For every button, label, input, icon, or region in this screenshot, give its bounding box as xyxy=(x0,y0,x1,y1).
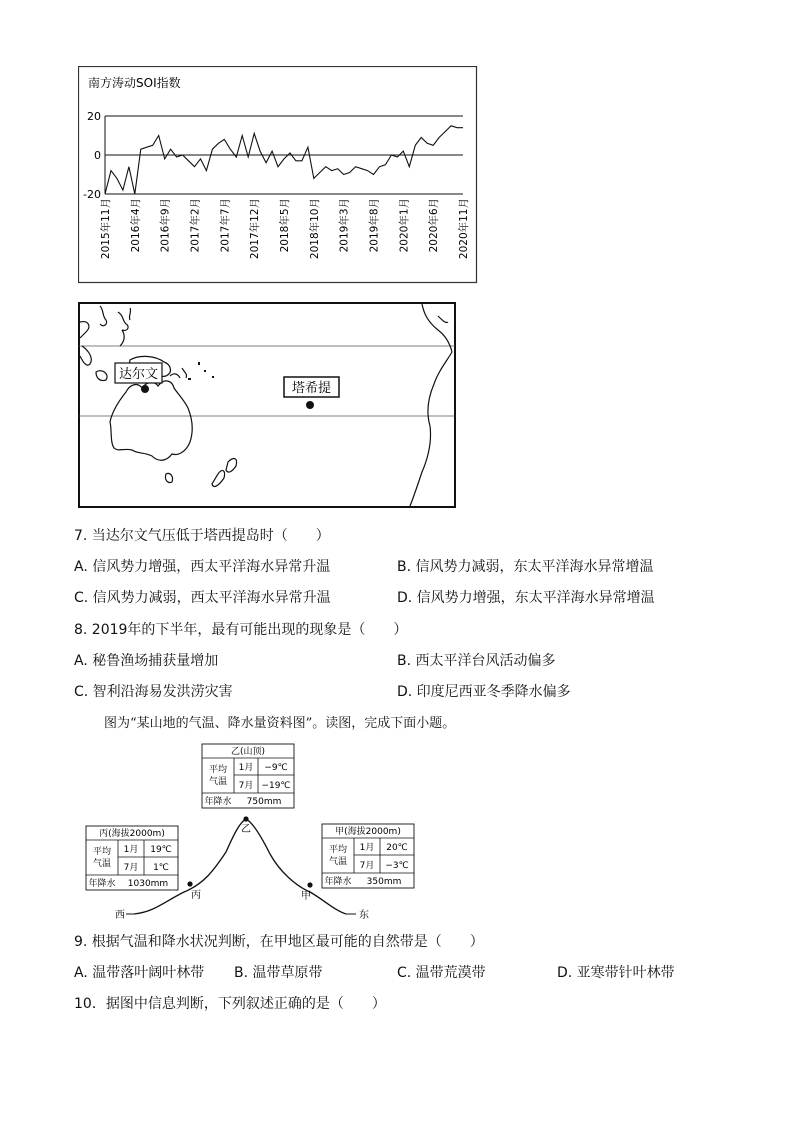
west-title: 丙(海拔2000m) xyxy=(99,829,165,839)
question-8-option-c[interactable]: C. 智利沿海易发洪涝灾害 xyxy=(74,684,233,700)
x-tick-label: 2019年8月 xyxy=(368,198,381,253)
y-tick-label: 20 xyxy=(87,110,101,123)
west-month-1: 1月 xyxy=(123,845,139,855)
direction-west: 西 xyxy=(115,910,125,920)
x-tick-label: 2016年9月 xyxy=(159,198,172,253)
chart-title: 南方涛动SOI指数 xyxy=(88,76,181,90)
question-7-option-d[interactable]: D. 信风势力增强，东太平洋海水异常增温 xyxy=(397,590,655,606)
mountain-diagram xyxy=(84,742,424,920)
question-8-option-a[interactable]: A. 秘鲁渔场捕获量增加 xyxy=(74,653,219,669)
peak-month-2: 7月 xyxy=(238,781,254,791)
x-tick-label: 2017年7月 xyxy=(219,198,232,253)
east-value-2: −3℃ xyxy=(385,861,409,871)
east-month-2: 7月 xyxy=(359,861,375,871)
question-9-option-a[interactable]: A. 温带落叶阔叶林带 xyxy=(74,965,205,981)
x-tick-label: 2017年12月 xyxy=(249,198,262,260)
question-7-stem: 7. 当达尔文气压低于塔西提岛时（ ） xyxy=(74,528,330,544)
x-tick-label: 2018年10月 xyxy=(308,198,321,260)
peak-temp-label-2: 气温 xyxy=(208,777,228,787)
x-tick-label: 2016年4月 xyxy=(129,198,142,253)
west-precip: 1030mm xyxy=(127,879,169,889)
soi-chart xyxy=(78,66,478,284)
y-tick-label: -20 xyxy=(83,188,101,201)
west-precip-label: 年降水 xyxy=(88,879,116,889)
question-8-option-d[interactable]: D. 印度尼西亚冬季降水偏多 xyxy=(397,684,571,700)
east-temp-label-1: 平均 xyxy=(328,845,348,855)
x-tick-label: 2019年3月 xyxy=(338,198,351,253)
x-tick-label: 2020年6月 xyxy=(428,198,441,253)
question-7-option-a[interactable]: A. 信风势力增强，西太平洋海水异常升温 xyxy=(74,559,331,575)
west-value-1: 19℃ xyxy=(150,845,172,855)
x-tick-label: 2020年1月 xyxy=(398,198,411,253)
direction-east: 东 xyxy=(359,910,369,920)
x-tick-label: 2020年11月 xyxy=(458,198,470,260)
question-8-option-b[interactable]: B. 西太平洋台风活动偏多 xyxy=(397,653,556,669)
west-temp-label-2: 气温 xyxy=(92,859,112,869)
question-9-option-d[interactable]: D. 亚寒带针叶林带 xyxy=(557,965,675,981)
peak-value-2: −19℃ xyxy=(261,781,291,791)
tahiti-point xyxy=(306,401,314,409)
peak-temp-label-1: 平均 xyxy=(208,765,228,775)
west-point xyxy=(187,881,192,886)
question-9-option-c[interactable]: C. 温带荒漠带 xyxy=(397,965,486,981)
question-8-stem: 8. 2019年的下半年，最有可能出现的现象是（ ） xyxy=(74,622,408,638)
question-9-stem: 9. 根据气温和降水状况判断，在甲地区最可能的自然带是（ ） xyxy=(74,934,484,950)
question-7-option-b[interactable]: B. 信风势力减弱，东太平洋海水异常增温 xyxy=(397,559,654,575)
east-data-table xyxy=(322,824,414,888)
west-point-label: 丙 xyxy=(191,890,201,901)
west-month-2: 7月 xyxy=(123,863,139,873)
east-precip-label: 年降水 xyxy=(324,877,352,887)
west-temp-label-1: 平均 xyxy=(92,847,112,857)
darwin-point xyxy=(141,385,149,393)
map-frame xyxy=(79,303,455,507)
east-point xyxy=(307,882,312,887)
east-point-label: 甲 xyxy=(301,891,311,902)
question-9-option-b[interactable]: B. 温带草原带 xyxy=(234,965,323,981)
east-title: 甲(海拔2000m) xyxy=(335,827,401,837)
figure-caption: 图为“某山地的气温、降水量资料图”。读图，完成下面小题。 xyxy=(104,716,456,731)
x-tick-label: 2015年11月 xyxy=(100,198,112,260)
x-tick-label: 2018年5月 xyxy=(279,198,291,253)
east-temp-label-2: 气温 xyxy=(328,857,348,867)
question-7-option-c[interactable]: C. 信风势力减弱，西太平洋海水异常升温 xyxy=(74,590,331,606)
question-10-stem: 10．据图中信息判断，下列叙述正确的是（ ） xyxy=(74,996,386,1012)
peak-point-label: 乙 xyxy=(241,824,251,835)
east-value-1: 20℃ xyxy=(386,843,408,853)
y-tick-label: 0 xyxy=(94,149,101,162)
peak-precip-label: 年降水 xyxy=(204,797,232,807)
peak-point xyxy=(243,816,248,821)
peak-month-1: 1月 xyxy=(238,763,254,773)
east-precip: 350mm xyxy=(366,877,402,887)
west-value-2: 1℃ xyxy=(153,863,169,873)
x-tick-label: 2017年2月 xyxy=(189,198,202,253)
peak-precip: 750mm xyxy=(246,797,282,807)
peak-data-table xyxy=(202,744,294,808)
pacific-map xyxy=(78,302,456,508)
peak-value-1: −9℃ xyxy=(264,763,288,773)
darwin-label: 达尔文 xyxy=(118,367,159,382)
peak-title: 乙(山顶) xyxy=(230,747,266,757)
tahiti-label: 塔希提 xyxy=(291,381,332,396)
east-month-1: 1月 xyxy=(359,843,375,853)
west-data-table xyxy=(86,826,178,890)
